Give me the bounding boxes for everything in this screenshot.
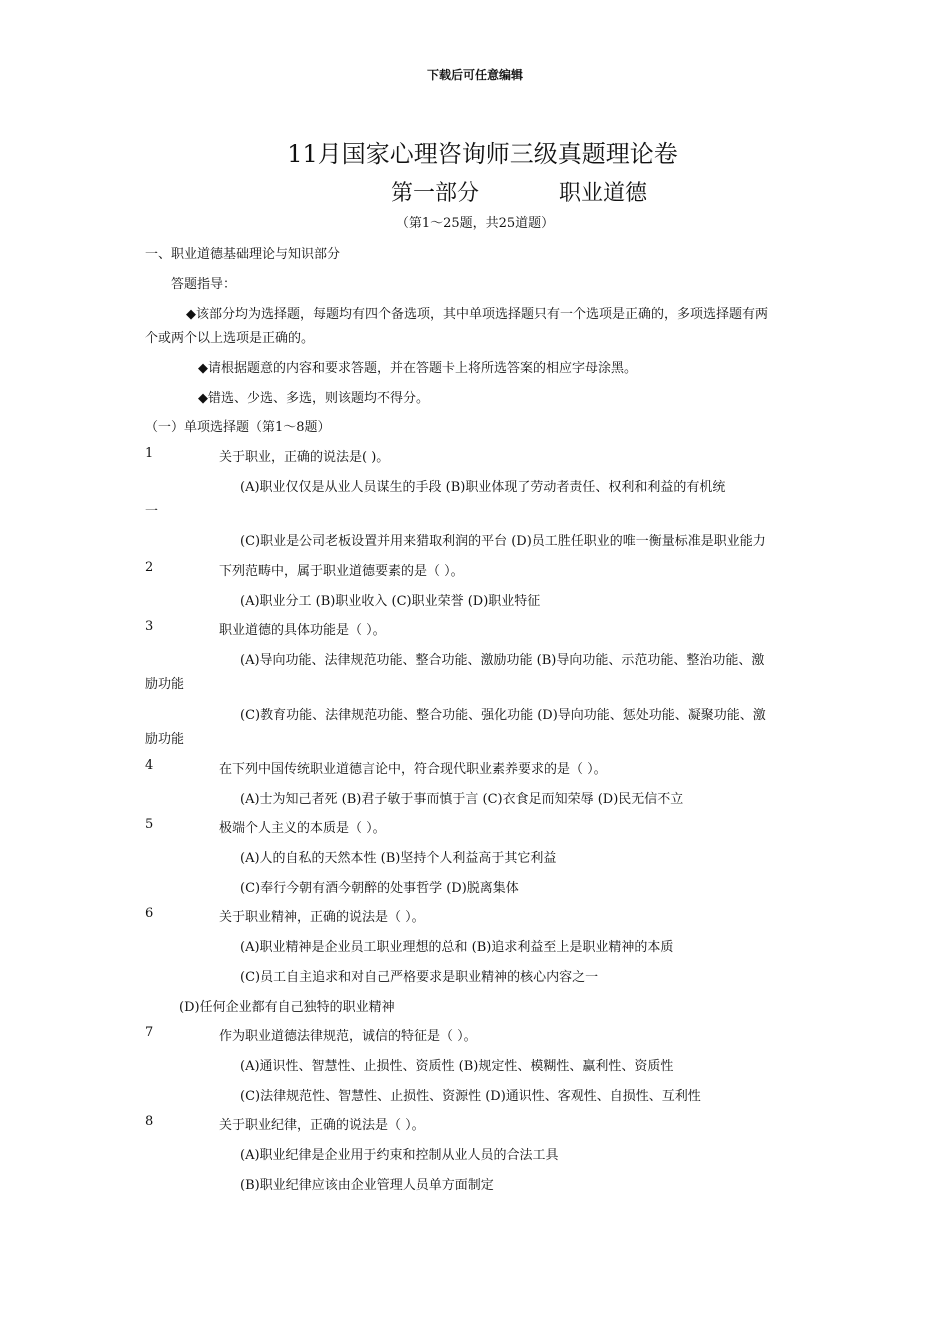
- header-note: 下载后可任意编辑: [426, 68, 523, 82]
- page-title: 11月国家心理咨询师三级真题理论卷: [287, 140, 678, 168]
- question-options: (A)职业纪律是企业用于约束和控制从业人员的合法工具: [240, 1148, 559, 1163]
- question-stem: 作为职业道德法律规范，诚信的特征是（ ）。: [219, 1029, 477, 1044]
- question-stem: 关于职业，正确的说法是( )。: [219, 450, 390, 465]
- question-number: 4: [145, 758, 154, 773]
- question-number: 6: [145, 906, 154, 921]
- question-options: (A)士为知己者死 (B)君子敏于事而慎于言 (C)衣食足而知荣辱 (D)民无信不立: [240, 792, 684, 807]
- question-number: 3: [145, 619, 154, 634]
- question-stem: 下列范畴中，属于职业道德要素的是（ ）。: [219, 564, 464, 579]
- question-number: 8: [145, 1114, 154, 1129]
- question-stem: 职业道德的具体功能是（ ）。: [219, 623, 386, 638]
- question-stem: 关于职业精神，正确的说法是（ ）。: [219, 910, 425, 925]
- question-stem: 极端个人主义的本质是（ ）。: [219, 821, 386, 836]
- question-options: (C)员工自主追求和对自己严格要求是职业精神的核心内容之一: [240, 970, 599, 985]
- question-stem: 在下列中国传统职业道德言论中，符合现代职业素养要求的是（ ）。: [219, 762, 607, 777]
- part-name: 职业道德: [559, 181, 648, 206]
- question-options: (A)职业精神是企业员工职业理想的总和 (B)追求利益至上是职业精神的本质: [240, 940, 674, 955]
- question-number: 5: [145, 817, 154, 832]
- guide-heading: 答题指导：: [171, 277, 237, 292]
- guide-item-1: ◆该部分均为选择题，每题均有四个备选项，其中单项选择题只有一个选项是正确的，多项选择题有两: [186, 307, 768, 322]
- question-options: (A)职业仅仅是从业人员谋生的手段 (B)职业体现了劳动者责任、权利和利益的有机统: [240, 480, 726, 495]
- question-options: (C)职业是公司老板设置并用来猎取利润的平台 (D)员工胜任职业的唯一衡量标准是职业能力: [240, 534, 766, 549]
- subtitle: （第1～25题，共25道题）: [395, 216, 555, 231]
- question-number: 1: [145, 446, 154, 461]
- question-options-cont: 一: [145, 504, 159, 519]
- question-stem: 关于职业纪律，正确的说法是（ ）。: [219, 1118, 425, 1133]
- question-options: (A)通识性、智慧性、止损性、资质性 (B)规定性、模糊性、赢利性、资质性: [240, 1059, 674, 1074]
- question-options: (C)法律规范性、智慧性、止损性、资源性 (D)通识性、客观性、自损性、互利性: [240, 1089, 701, 1104]
- question-options: (B)职业纪律应该由企业管理人员单方面制定: [240, 1178, 494, 1193]
- section-heading: 一、职业道德基础理论与知识部分: [145, 247, 341, 262]
- question-options: (A)导向功能、法律规范功能、整合功能、激励功能 (B)导向功能、示范功能、整治功能、激: [240, 653, 765, 668]
- guide-item-3: ◆错选、少选、多选，则该题均不得分。: [198, 391, 429, 406]
- part-label: 第一部分: [391, 181, 480, 206]
- question-options: (C)教育功能、法律规范功能、整合功能、强化功能 (D)导向功能、惩处功能、凝聚功能、激: [240, 708, 766, 723]
- question-options: (C)奉行今朝有酒今朝醉的处事哲学 (D)脱离集体: [240, 881, 519, 896]
- question-options: (D)任何企业都有自己独特的职业精神: [179, 1000, 395, 1015]
- question-options-cont: 励功能: [145, 677, 185, 692]
- guide-item-1-cont: 个或两个以上选项是正确的。: [145, 331, 315, 346]
- question-options: (A)职业分工 (B)职业收入 (C)职业荣誉 (D)职业特征: [240, 594, 541, 609]
- question-number: 2: [145, 560, 154, 575]
- question-options: (A)人的自私的天然本性 (B)坚持个人利益高于其它利益: [240, 851, 557, 866]
- single-choice-heading: （一）单项选择题（第1～8题）: [145, 420, 331, 435]
- question-number: 7: [145, 1025, 154, 1040]
- guide-item-2: ◆请根据题意的内容和要求答题，并在答题卡上将所选答案的相应字母涂黑。: [198, 361, 637, 376]
- question-options-cont: 励功能: [145, 732, 185, 747]
